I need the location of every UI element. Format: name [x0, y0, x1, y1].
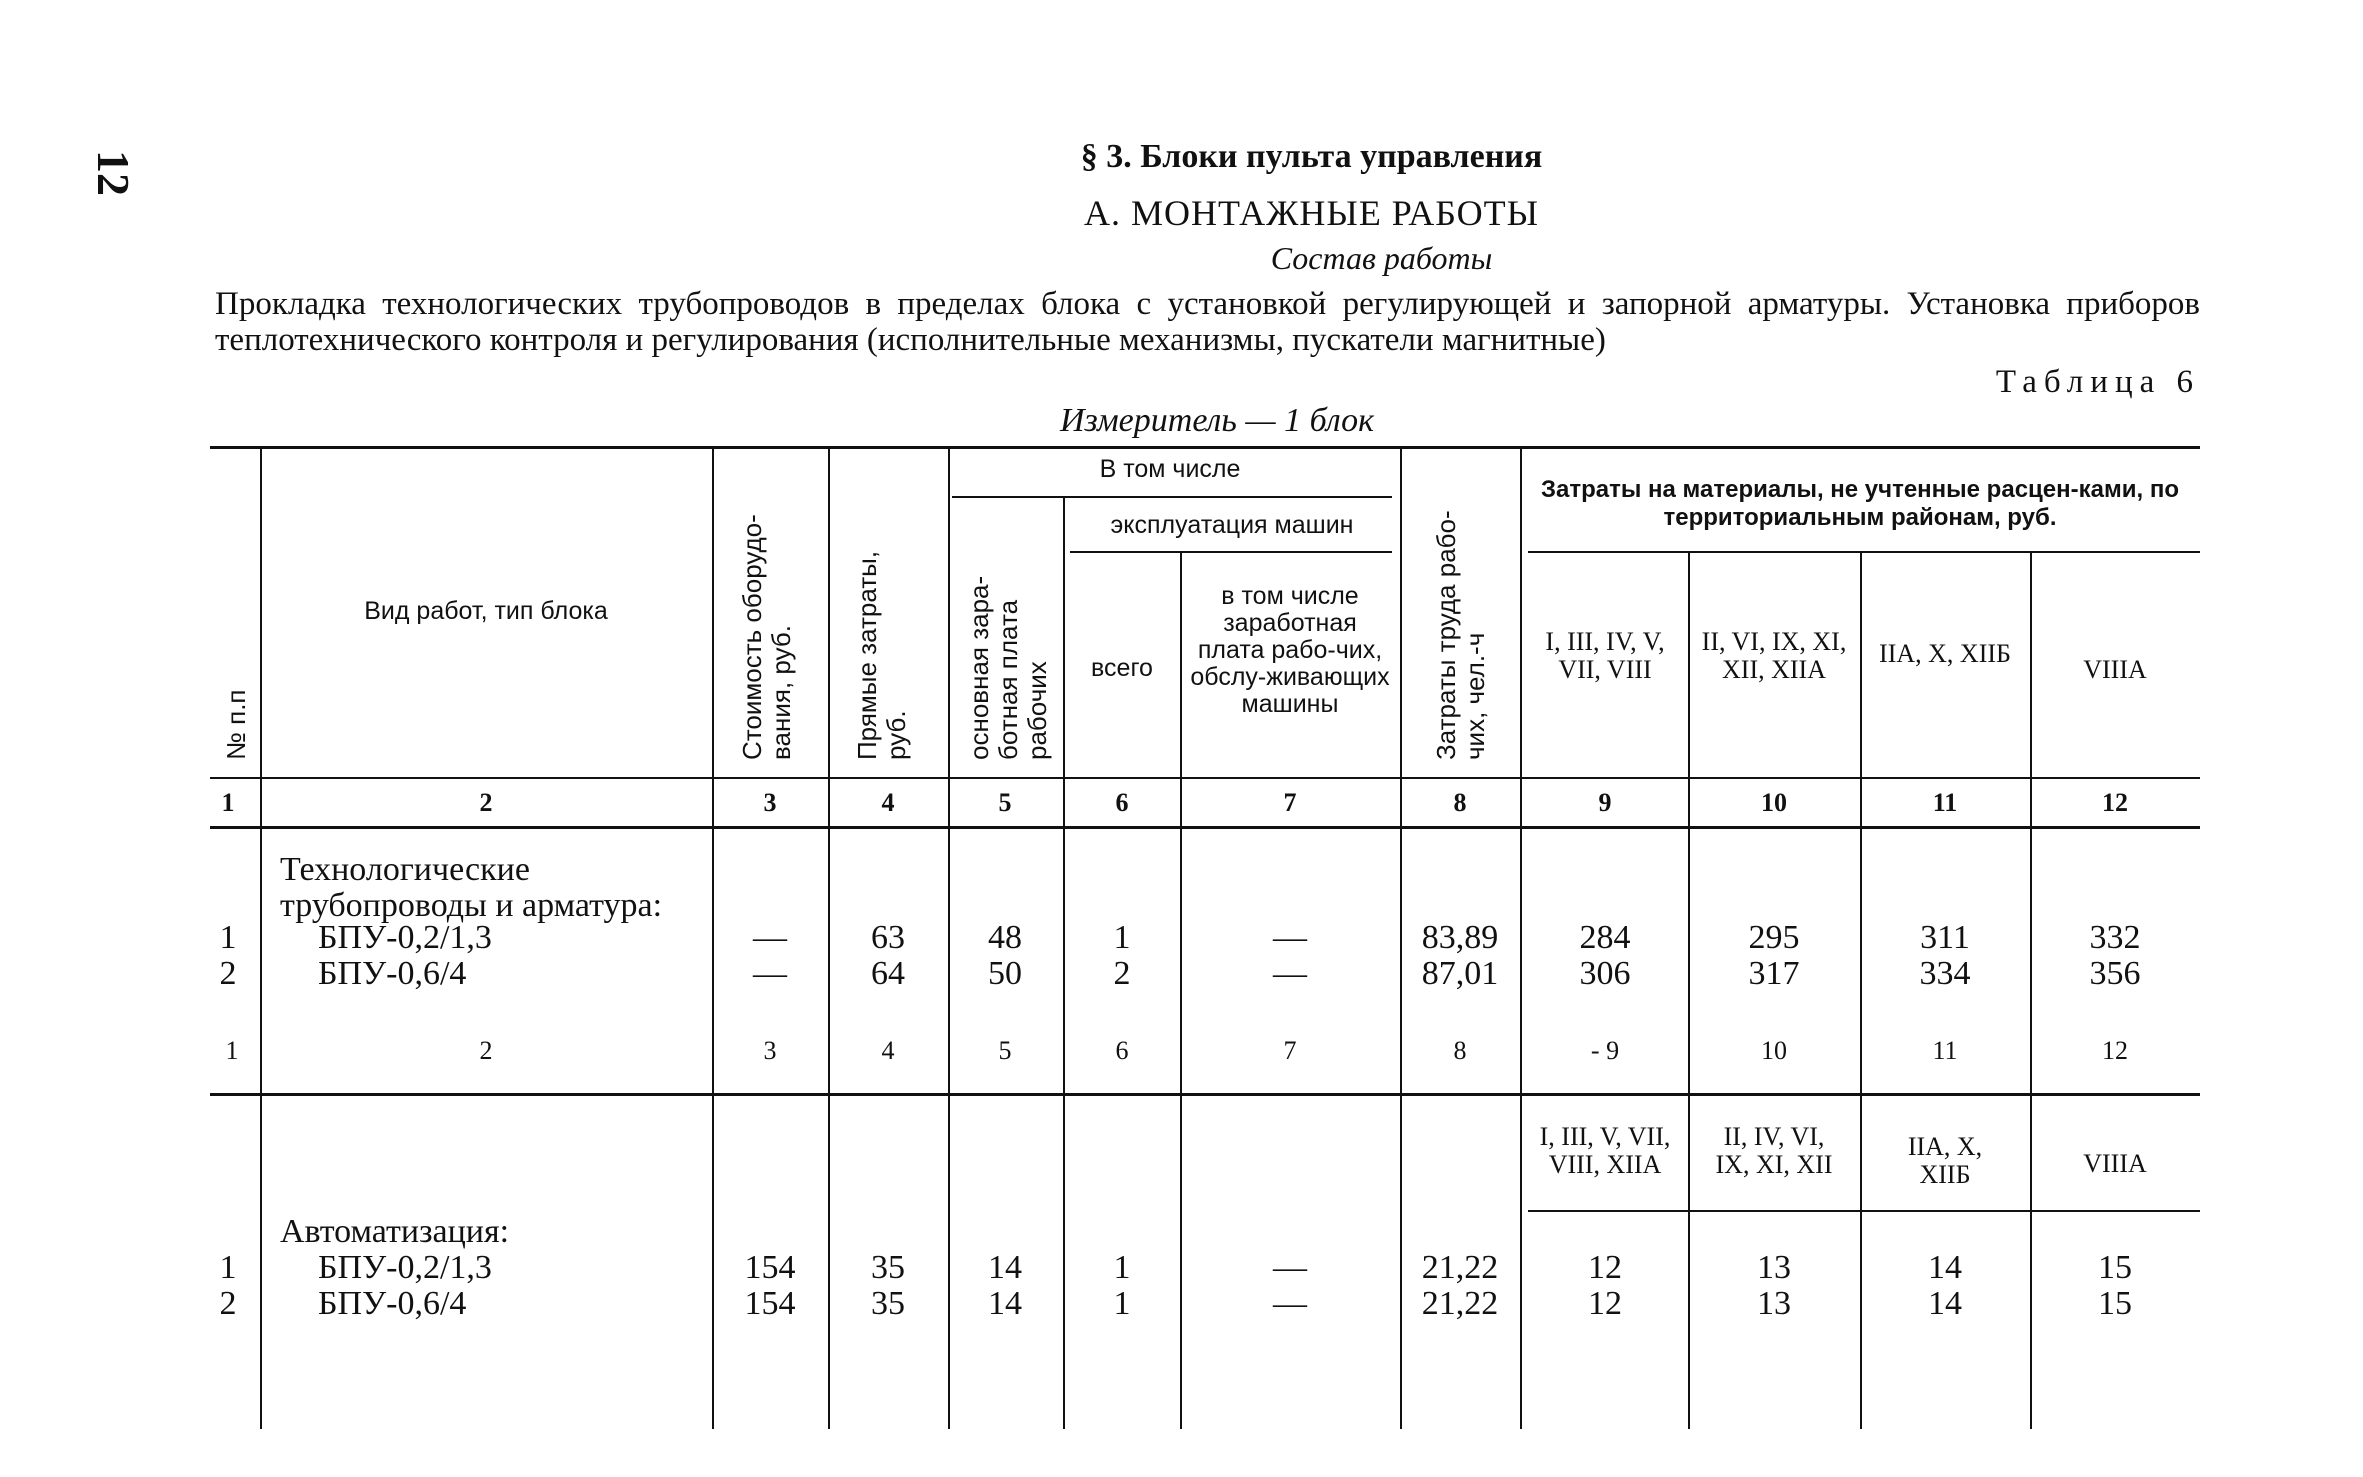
row-number: 1 [219, 1249, 237, 1286]
row-number: 2 [219, 955, 237, 992]
machines-total: 1 [1113, 1249, 1131, 1286]
colnum-12: 12 [2102, 788, 2128, 817]
direct-costs: 64 [871, 955, 905, 992]
table-label: Таблица 6 [1995, 364, 2200, 400]
colnum-6: 6 [1115, 788, 1129, 817]
header-num: № п.п [221, 689, 251, 760]
labor-hours: 83,89 [1421, 919, 1499, 956]
base-wage: 50 [988, 955, 1022, 992]
base-wage: 14 [988, 1249, 1022, 1286]
group1-title: Технологические трубопроводы и арматура: [280, 851, 663, 924]
header-work-type: Вид работ, тип блока [364, 597, 608, 625]
group2-title: Автоматизация: [280, 1213, 510, 1250]
region-10-cost: 13 [1757, 1249, 1791, 1286]
region-10-cost: 295 [1748, 919, 1800, 956]
colnum-3: 3 [763, 788, 777, 817]
group2-region-12: VIIIA [2083, 1149, 2147, 1178]
colnum-repeat-7: 7 [1283, 1036, 1297, 1065]
equipment-cost: — [753, 955, 787, 992]
header-total: всего [1091, 654, 1153, 682]
direct-costs: 63 [871, 919, 905, 956]
region-9-cost: 306 [1579, 955, 1631, 992]
direct-costs: 35 [871, 1285, 905, 1322]
colnum-9: 9 [1598, 788, 1612, 817]
colnum-11: 11 [1932, 788, 1958, 817]
colnum-repeat-4: 4 [881, 1036, 895, 1065]
region-10-cost: 317 [1748, 955, 1800, 992]
labor-hours: 21,22 [1421, 1285, 1499, 1322]
header-equipment-cost: Стоимость оборудо-вания, руб. [737, 514, 796, 760]
measure-unit: Измеритель — 1 блок [1060, 402, 1374, 439]
machine-wage: — [1273, 955, 1307, 992]
region-12-cost: 15 [2098, 1285, 2132, 1322]
region-11-cost: 14 [1928, 1285, 1962, 1322]
header-machines: эксплуатация машин [1110, 511, 1354, 539]
colnum-repeat-10: 10 [1761, 1036, 1787, 1065]
region-9-cost: 12 [1588, 1285, 1622, 1322]
region-12-cost: 332 [2089, 919, 2141, 956]
block-type: БПУ-0,2/1,3 [318, 919, 492, 956]
colnum-repeat-2: 2 [479, 1036, 493, 1065]
header-labor: Затраты труда рабо-чих, чел.-ч [1431, 510, 1490, 760]
labor-hours: 87,01 [1421, 955, 1499, 992]
group2-region-9: I, III, V, VII, VIII, XIIA [1539, 1122, 1671, 1179]
row-number: 2 [219, 1285, 237, 1322]
direct-costs: 35 [871, 1249, 905, 1286]
colnum-repeat-12: 12 [2102, 1036, 2128, 1065]
region-11-cost: 334 [1919, 955, 1971, 992]
row-number: 1 [219, 919, 237, 956]
region-10-cost: 13 [1757, 1285, 1791, 1322]
header-region-12: VIIIA [2083, 655, 2147, 684]
equipment-cost: — [753, 919, 787, 956]
group2-region-11: IIA, X, XIIБ [1907, 1132, 1983, 1189]
machine-wage: — [1273, 1285, 1307, 1322]
labor-hours: 21,22 [1421, 1249, 1499, 1286]
header-region-9: I, III, IV, V, VII, VIII [1545, 627, 1665, 684]
colnum-2: 2 [479, 788, 493, 817]
colnum-1: 1 [221, 788, 235, 817]
colnum-repeat-3: 3 [763, 1036, 777, 1065]
colnum-7: 7 [1283, 788, 1297, 817]
equipment-cost: 154 [744, 1249, 796, 1286]
colnum-8: 8 [1453, 788, 1467, 817]
colnum-repeat-9: - 9 [1590, 1036, 1620, 1065]
colnum-repeat-6: 6 [1115, 1036, 1129, 1065]
header-machine-wage: в том числе заработная плата рабо-чих, обслу-живающих машины [1190, 582, 1390, 718]
group2-region-10: II, IV, VI, IX, XI, XII [1715, 1122, 1833, 1179]
header-direct-costs: Прямые затраты, руб. [852, 550, 911, 760]
colnum-5: 5 [998, 788, 1012, 817]
region-12-cost: 356 [2089, 955, 2141, 992]
block-type: БПУ-0,2/1,3 [318, 1249, 492, 1286]
machines-total: 1 [1113, 919, 1131, 956]
base-wage: 48 [988, 919, 1022, 956]
region-11-cost: 14 [1928, 1249, 1962, 1286]
base-wage: 14 [988, 1285, 1022, 1322]
machine-wage: — [1273, 919, 1307, 956]
colnum-repeat-11: 11 [1932, 1036, 1958, 1065]
subtitle: А. МОНТАЖНЫЕ РАБОТЫ [1083, 193, 1540, 233]
page-number: 12 [88, 150, 139, 196]
machines-total: 1 [1113, 1285, 1131, 1322]
machine-wage: — [1273, 1249, 1307, 1286]
machines-total: 2 [1113, 955, 1131, 992]
header-materials: Затраты на материалы, не учтенные расцен-ками, по территориальным районам, руб. [1540, 476, 2179, 531]
header-base-wage: основная зара-ботная плата рабочих [964, 575, 1052, 760]
composition-heading: Состав работы [1270, 240, 1493, 276]
region-11-cost: 311 [1920, 919, 1970, 956]
block-type: БПУ-0,6/4 [318, 1285, 467, 1322]
header-in-total: В том числе [1099, 455, 1241, 483]
region-12-cost: 15 [2098, 1249, 2132, 1286]
header-region-11: IIA, X, XIIБ [1879, 639, 2011, 668]
colnum-repeat-5: 5 [998, 1036, 1012, 1065]
colnum-repeat-1: 1 [225, 1036, 239, 1065]
region-9-cost: 12 [1588, 1249, 1622, 1286]
section-title: § 3. Блоки пульта управления [1080, 138, 1543, 175]
colnum-repeat-8: 8 [1453, 1036, 1467, 1065]
equipment-cost: 154 [744, 1285, 796, 1322]
region-9-cost: 284 [1579, 919, 1631, 956]
block-type: БПУ-0,6/4 [318, 955, 467, 992]
colnum-4: 4 [881, 788, 895, 817]
header-region-10: II, VI, IX, XI, XII, XIIA [1701, 627, 1847, 684]
work-description: Прокладка технологических трубопроводов в пределах блока с установкой регулирующей и запорной арматуры. Установка приборов теплотехнического контроля и регулирования (исполнительные механизмы, пускатели магнитные) [215, 286, 2200, 358]
colnum-10: 10 [1761, 788, 1787, 817]
